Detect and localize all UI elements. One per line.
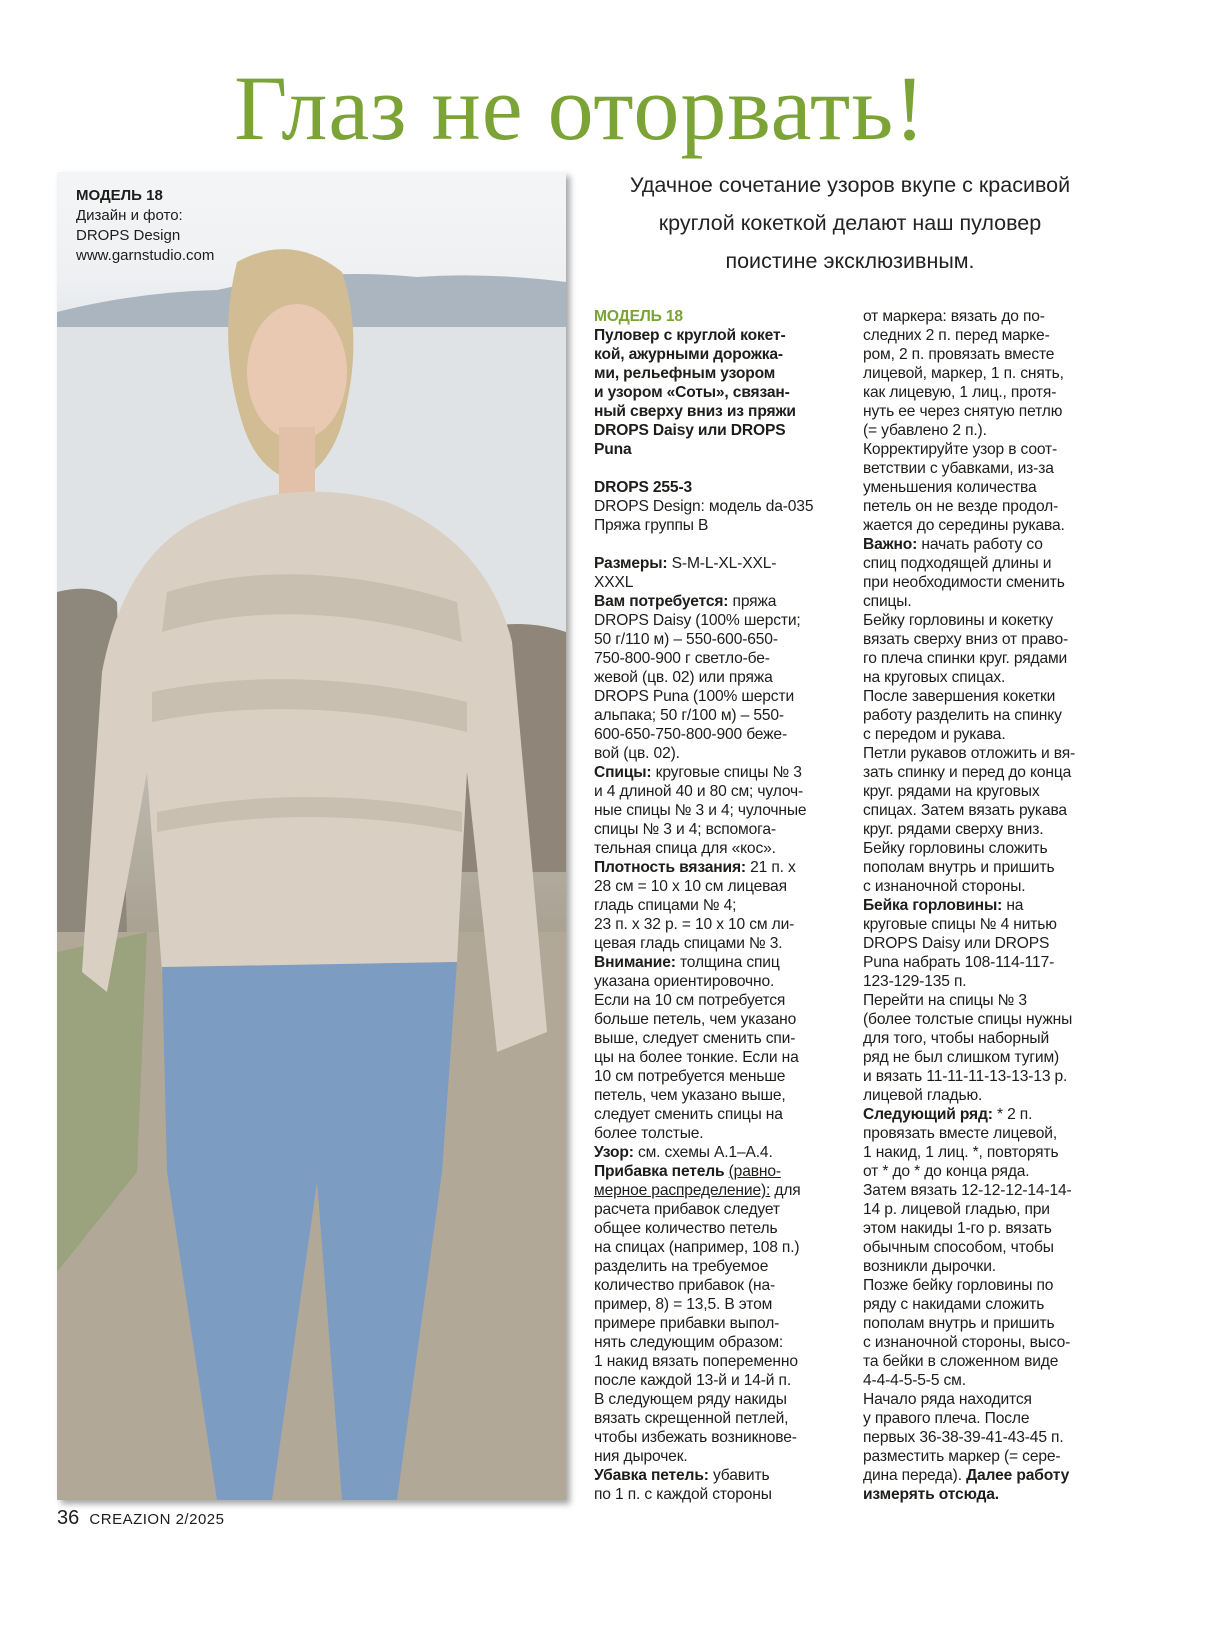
text-line bbox=[594, 1371, 844, 1390]
text-line bbox=[594, 972, 844, 991]
text-run: и 4 длиной 40 и 80 см; чулоч- bbox=[594, 783, 804, 800]
bold-text: Спицы: bbox=[594, 764, 656, 781]
text-run: Если на 10 см потребуется bbox=[594, 992, 786, 1009]
text-line bbox=[594, 858, 844, 877]
text-line bbox=[594, 307, 844, 326]
text-run: зать спинку и перед до конца bbox=[863, 764, 1072, 781]
text-line bbox=[863, 668, 1113, 687]
text-line bbox=[863, 896, 1113, 915]
text-line bbox=[863, 440, 1113, 459]
text-run: уменьшения количества bbox=[863, 479, 1037, 496]
text-run: альпака; 50 г/100 м) – 550- bbox=[594, 707, 784, 724]
text-line bbox=[594, 1010, 844, 1029]
text-line bbox=[594, 1086, 844, 1105]
text-run: пряжа bbox=[732, 593, 777, 610]
text-run: (более толстые спицы нужны bbox=[863, 1011, 1073, 1028]
text-line bbox=[594, 592, 844, 611]
text-run: у правого плеча. После bbox=[863, 1410, 1030, 1427]
text-run: круговые спицы № 3 bbox=[655, 764, 802, 781]
text-line bbox=[594, 1466, 844, 1485]
text-line bbox=[863, 1390, 1113, 1409]
text-run: возникли дырочки. bbox=[863, 1258, 996, 1275]
bold-text: Пуловер с круглой кокет- bbox=[594, 327, 786, 344]
text-line bbox=[863, 1352, 1113, 1371]
text-run: 23 п. х 32 р. = 10 х 10 см ли- bbox=[594, 916, 795, 933]
text-line bbox=[594, 763, 844, 782]
text-run: гладь спицами № 4; bbox=[594, 897, 737, 914]
text-run: 50 г/110 м) – 550-600-650- bbox=[594, 631, 778, 648]
text-line bbox=[863, 554, 1113, 573]
text-line bbox=[863, 1048, 1113, 1067]
text-line bbox=[863, 934, 1113, 953]
text-line bbox=[863, 820, 1113, 839]
text-run: 14 р. лицевой гладью, при bbox=[863, 1201, 1050, 1218]
text-run: этом накиды 1-го р. вязать bbox=[863, 1220, 1052, 1237]
text-run: от * до * до конца ряда. bbox=[863, 1163, 1030, 1180]
text-run: по 1 п. с каждой стороны bbox=[594, 1486, 772, 1503]
photo-caption bbox=[76, 186, 214, 266]
text-run: DROPS Daisy (100% шерсти; bbox=[594, 612, 801, 629]
photo-illustration bbox=[57, 172, 566, 1500]
text-line bbox=[863, 1067, 1113, 1086]
text-line bbox=[863, 1314, 1113, 1333]
text-line bbox=[863, 1485, 1113, 1504]
text-line bbox=[863, 630, 1113, 649]
text-line bbox=[863, 706, 1113, 725]
text-line bbox=[863, 497, 1113, 516]
bold-text: Бейка горловины: bbox=[863, 897, 1007, 914]
text-run: 28 см = 10 х 10 см лицевая bbox=[594, 878, 787, 895]
text-run: работу разделить на спинку bbox=[863, 707, 1062, 724]
text-run: Петли рукавов отложить и вя- bbox=[863, 745, 1076, 762]
text-line bbox=[863, 877, 1113, 896]
text-run: разместить маркер (= сере- bbox=[863, 1448, 1061, 1465]
text-run: нять следующим образом: bbox=[594, 1334, 784, 1351]
text-line bbox=[863, 725, 1113, 744]
text-run: более толстые. bbox=[594, 1125, 704, 1142]
caption-designer: DROPS Design bbox=[76, 227, 181, 244]
text-run: и вязать 11-11-11-13-13-13 р. bbox=[863, 1068, 1068, 1085]
text-line bbox=[594, 1276, 844, 1295]
text-run: ряду с накидами сложить bbox=[863, 1296, 1045, 1313]
text-run: XXXL bbox=[594, 574, 634, 591]
text-run: после каждой 13-й и 14-й п. bbox=[594, 1372, 792, 1389]
text-line bbox=[594, 953, 844, 972]
text-run: 1 накид, 1 лиц. *, повторять bbox=[863, 1144, 1059, 1161]
text-line bbox=[594, 364, 844, 383]
subtitle-line: Удачное сочетание узоров вкупе с красивой bbox=[629, 173, 1071, 197]
text-run: на спицах (например, 108 п.) bbox=[594, 1239, 800, 1256]
text-line bbox=[594, 744, 844, 763]
text-run: Перейти на спицы № 3 bbox=[863, 992, 1027, 1009]
text-run: В следующем ряду накиды bbox=[594, 1391, 787, 1408]
text-line bbox=[594, 1352, 844, 1371]
text-column-1 bbox=[594, 307, 844, 1504]
bold-text: Далее работу bbox=[966, 1467, 1070, 1484]
caption-model: МОДЕЛЬ 18 bbox=[76, 187, 163, 204]
text-line bbox=[594, 459, 844, 478]
text-line bbox=[863, 763, 1113, 782]
bold-text: Puna bbox=[594, 441, 632, 458]
text-line bbox=[594, 440, 844, 459]
text-run: обычным способом, чтобы bbox=[863, 1239, 1054, 1256]
text-line bbox=[594, 402, 844, 421]
text-line bbox=[863, 1257, 1113, 1276]
text-run: пополам внутрь и пришить bbox=[863, 859, 1055, 876]
text-line bbox=[863, 1162, 1113, 1181]
text-line bbox=[594, 1162, 844, 1181]
text-run: DROPS Daisy или DROPS bbox=[863, 935, 1050, 952]
text-line bbox=[594, 1333, 844, 1352]
text-run: 750-800-900 г светло-бе- bbox=[594, 650, 770, 667]
text-line bbox=[594, 1067, 844, 1086]
text-run: ряд не был слишком тугим) bbox=[863, 1049, 1060, 1066]
text-line bbox=[594, 801, 844, 820]
text-line bbox=[863, 1295, 1113, 1314]
text-run: пример, 8) = 13,5. В этом bbox=[594, 1296, 773, 1313]
text-run: DROPS Puna (100% шерсти bbox=[594, 688, 794, 705]
model-photo bbox=[57, 172, 566, 1500]
text-line bbox=[863, 1447, 1113, 1466]
text-run: следует сменить спицы на bbox=[594, 1106, 783, 1123]
underlined-text: (равно- bbox=[728, 1163, 781, 1180]
text-run: расчета прибавок следует bbox=[594, 1201, 780, 1218]
text-run: 21 п. х bbox=[750, 859, 796, 876]
text-run: 10 см потребуется меньше bbox=[594, 1068, 786, 1085]
text-line bbox=[863, 1124, 1113, 1143]
text-line bbox=[594, 896, 844, 915]
text-run: следних 2 п. перед марке- bbox=[863, 327, 1050, 344]
bold-text: кой, ажурными дорожка- bbox=[594, 346, 783, 363]
text-line bbox=[863, 649, 1113, 668]
text-line bbox=[594, 915, 844, 934]
text-line bbox=[863, 782, 1113, 801]
text-run: ния дырочек. bbox=[594, 1448, 688, 1465]
text-line bbox=[594, 1048, 844, 1067]
text-run: (= убавлено 2 п.). bbox=[863, 422, 987, 439]
text-line bbox=[594, 1181, 844, 1200]
text-run: выше, следует сменить спи- bbox=[594, 1030, 796, 1047]
text-line bbox=[863, 1143, 1113, 1162]
text-line bbox=[863, 1010, 1113, 1029]
bold-text: DROPS Daisy или DROPS bbox=[594, 422, 786, 439]
text-run: указана ориентировочно. bbox=[594, 973, 775, 990]
text-run: как лицевую, 1 лиц., протя- bbox=[863, 384, 1057, 401]
text-line bbox=[863, 345, 1113, 364]
text-line bbox=[863, 1409, 1113, 1428]
text-run: 1 накид вязать попеременно bbox=[594, 1353, 798, 1370]
text-run: нуть ее через снятую петлю bbox=[863, 403, 1063, 420]
text-line bbox=[594, 1238, 844, 1257]
text-line bbox=[594, 1485, 844, 1504]
caption-design-label: Дизайн и фото: bbox=[76, 207, 183, 224]
text-line bbox=[863, 972, 1113, 991]
bold-text: ный сверху вниз из пряжи bbox=[594, 403, 796, 420]
text-run: петель, чем указано выше, bbox=[594, 1087, 786, 1104]
text-line bbox=[594, 478, 844, 497]
text-line bbox=[594, 345, 844, 364]
text-run: первых 36-38-39-41-43-45 п. bbox=[863, 1429, 1064, 1446]
text-line bbox=[594, 497, 844, 516]
text-run: начать работу со bbox=[921, 536, 1043, 553]
text-run: круговые спицы № 4 нитью bbox=[863, 916, 1057, 933]
text-run: Корректируйте узор в соот- bbox=[863, 441, 1058, 458]
text-run: дина переда). bbox=[863, 1467, 967, 1484]
text-run: толщина спиц bbox=[679, 954, 780, 971]
bold-text: Узор: bbox=[594, 1144, 638, 1161]
text-line bbox=[594, 1428, 844, 1447]
text-run: от маркера: вязать до по- bbox=[863, 308, 1045, 325]
text-line bbox=[863, 953, 1113, 972]
neck bbox=[279, 427, 315, 497]
text-run: Бейку горловины и кокетку bbox=[863, 612, 1054, 629]
text-line bbox=[594, 326, 844, 345]
text-line bbox=[594, 820, 844, 839]
text-line bbox=[594, 383, 844, 402]
bold-text: Важно: bbox=[863, 536, 922, 553]
text-line bbox=[594, 687, 844, 706]
text-run: лицевой, маркер, 1 п. снять, bbox=[863, 365, 1064, 382]
caption-website: www.garnstudio.com bbox=[76, 247, 215, 264]
text-line bbox=[594, 573, 844, 592]
text-line bbox=[594, 877, 844, 896]
text-run: тельная спица для «кос». bbox=[594, 840, 776, 857]
text-line bbox=[594, 421, 844, 440]
subtitle bbox=[590, 166, 1110, 280]
text-run: с изнаночной стороны, высо- bbox=[863, 1334, 1071, 1351]
text-line bbox=[594, 630, 844, 649]
text-line bbox=[594, 1219, 844, 1238]
text-run: количество прибавок (на- bbox=[594, 1277, 776, 1294]
text-run: S-M-L-XL-XXL- bbox=[671, 555, 777, 572]
text-run: Начало ряда находится bbox=[863, 1391, 1032, 1408]
text-line bbox=[594, 516, 844, 535]
text-line bbox=[594, 1314, 844, 1333]
text-line bbox=[863, 801, 1113, 820]
text-run: для того, чтобы наборный bbox=[863, 1030, 1050, 1047]
text-line bbox=[594, 649, 844, 668]
text-line bbox=[594, 535, 844, 554]
page-title: Глаз не оторвать! bbox=[234, 57, 926, 159]
text-run: Затем вязать 12-12-12-14-14- bbox=[863, 1182, 1072, 1199]
magazine-issue: CREAZION 2/2025 bbox=[89, 1511, 225, 1528]
text-line bbox=[863, 839, 1113, 858]
text-line bbox=[863, 1276, 1113, 1295]
text-line bbox=[863, 1105, 1113, 1124]
text-line bbox=[863, 1238, 1113, 1257]
text-run: спицы. bbox=[863, 593, 912, 610]
text-run: 4-4-4-5-5-5 см. bbox=[863, 1372, 966, 1389]
text-line bbox=[594, 1447, 844, 1466]
text-line bbox=[863, 1428, 1113, 1447]
text-line bbox=[863, 459, 1113, 478]
bold-text: Плотность вязания: bbox=[594, 859, 751, 876]
bold-text: Вам потребуется: bbox=[594, 593, 733, 610]
text-run: больше петель, чем указано bbox=[594, 1011, 797, 1028]
text-run: чтобы избежать возникнове- bbox=[594, 1429, 797, 1446]
text-run: петель он не везде продол- bbox=[863, 498, 1059, 515]
subtitle-line: поистине эксклюзивным. bbox=[725, 249, 975, 273]
text-line bbox=[594, 991, 844, 1010]
text-line bbox=[594, 1029, 844, 1048]
text-line bbox=[863, 383, 1113, 402]
text-run: Бейку горловины сложить bbox=[863, 840, 1048, 857]
text-line bbox=[863, 1466, 1113, 1485]
text-run: спиц подходящей длины и bbox=[863, 555, 1052, 572]
text-run: Puna набрать 108-114-117- bbox=[863, 954, 1055, 971]
text-run: DROPS Design: модель da-035 bbox=[594, 498, 814, 515]
text-line bbox=[863, 364, 1113, 383]
text-run: с передом и рукава. bbox=[863, 726, 1006, 743]
text-line bbox=[594, 611, 844, 630]
text-line bbox=[594, 1257, 844, 1276]
text-run: вязать сверху вниз от право- bbox=[863, 631, 1069, 648]
text-run: разделить на требуемое bbox=[594, 1258, 769, 1275]
text-column-2 bbox=[863, 307, 1113, 1504]
text-line bbox=[594, 1409, 844, 1428]
text-line bbox=[863, 1181, 1113, 1200]
text-run: та бейки в сложенном виде bbox=[863, 1353, 1059, 1370]
text-line bbox=[863, 744, 1113, 763]
text-run: на круговых спицах. bbox=[863, 669, 1006, 686]
text-run: на bbox=[1006, 897, 1024, 914]
text-run: ные спицы № 3 и 4; чулочные bbox=[594, 802, 807, 819]
text-line bbox=[863, 1086, 1113, 1105]
text-line bbox=[594, 1390, 844, 1409]
text-run: Позже бейку горловины по bbox=[863, 1277, 1054, 1294]
text-line bbox=[863, 1371, 1113, 1390]
text-run: убавить bbox=[712, 1467, 770, 1484]
text-run: цевая гладь спицами № 3. bbox=[594, 935, 783, 952]
text-line bbox=[863, 402, 1113, 421]
text-run: примере прибавки выпол- bbox=[594, 1315, 780, 1332]
bold-text: Следующий ряд: bbox=[863, 1106, 997, 1123]
bold-text: и узором «Соты», связан- bbox=[594, 384, 790, 401]
text-run: спицы № 3 и 4; вспомога- bbox=[594, 821, 776, 838]
text-run: вой (цв. 02). bbox=[594, 745, 680, 762]
text-run: вязать скрещенной петлей, bbox=[594, 1410, 789, 1427]
text-run: ром, 2 п. провязать вместе bbox=[863, 346, 1055, 363]
text-line bbox=[594, 725, 844, 744]
text-run: го плеча спинки круг. рядами bbox=[863, 650, 1068, 667]
text-line bbox=[863, 991, 1113, 1010]
text-run: жается до середины рукава. bbox=[863, 517, 1065, 534]
text-run: 123-129-135 п. bbox=[863, 973, 967, 990]
text-run: круг. рядами сверху вниз. bbox=[863, 821, 1044, 838]
underlined-text: мерное распределение): bbox=[594, 1182, 771, 1199]
text-line bbox=[594, 839, 844, 858]
text-run: Пряжа группы B bbox=[594, 517, 709, 534]
text-line bbox=[863, 687, 1113, 706]
page-footer bbox=[57, 1507, 224, 1530]
subtitle-line: круглой кокеткой делают наш пуловер bbox=[658, 211, 1042, 235]
bold-text: Убавка петель: bbox=[594, 1467, 713, 1484]
text-run: жевой (цв. 02) или пряжа bbox=[594, 669, 773, 686]
text-line bbox=[594, 1105, 844, 1124]
bold-text: Размеры: bbox=[594, 555, 672, 572]
text-run: для bbox=[770, 1182, 801, 1199]
bold-text: МОДЕЛЬ 18 bbox=[594, 308, 683, 325]
text-run: см. схемы А.1–А.4. bbox=[637, 1144, 773, 1161]
text-line bbox=[863, 326, 1113, 345]
text-line bbox=[863, 421, 1113, 440]
text-line bbox=[863, 535, 1113, 554]
bold-text: Внимание: bbox=[594, 954, 680, 971]
text-run: цы на более тонкие. Если на bbox=[594, 1049, 799, 1066]
text-line bbox=[594, 1200, 844, 1219]
bold-text: измерять отсюда. bbox=[863, 1486, 999, 1503]
text-line bbox=[594, 668, 844, 687]
bold-text: ми, рельефным узором bbox=[594, 365, 776, 382]
bold-text: DROPS 255-3 bbox=[594, 479, 693, 496]
text-run: провязать вместе лицевой, bbox=[863, 1125, 1058, 1142]
text-line bbox=[594, 554, 844, 573]
page-number: 36 bbox=[57, 1507, 80, 1529]
text-line bbox=[863, 1333, 1113, 1352]
text-line bbox=[594, 1143, 844, 1162]
text-run: с изнаночной стороны. bbox=[863, 878, 1026, 895]
text-line bbox=[863, 307, 1113, 326]
text-line bbox=[863, 478, 1113, 497]
text-line bbox=[863, 611, 1113, 630]
text-run: спицах. Затем вязать рукава bbox=[863, 802, 1067, 819]
text-run: лицевой гладью. bbox=[863, 1087, 983, 1104]
text-run: 600-650-750-800-900 беже- bbox=[594, 726, 787, 743]
text-line bbox=[594, 1295, 844, 1314]
text-run: пополам внутрь и пришить bbox=[863, 1315, 1055, 1332]
text-line bbox=[863, 592, 1113, 611]
text-line bbox=[594, 782, 844, 801]
face bbox=[247, 304, 347, 440]
text-run: при необходимости сменить bbox=[863, 574, 1065, 591]
text-run: ветствии с убавками, из-за bbox=[863, 460, 1054, 477]
text-line bbox=[863, 1219, 1113, 1238]
text-line bbox=[863, 915, 1113, 934]
text-run: * 2 п. bbox=[996, 1106, 1033, 1123]
text-line bbox=[594, 1124, 844, 1143]
text-run: круг. рядами на круговых bbox=[863, 783, 1040, 800]
bold-text: Прибавка петель bbox=[594, 1163, 729, 1180]
text-run: общее количество петель bbox=[594, 1220, 778, 1237]
text-line bbox=[863, 1029, 1113, 1048]
text-line bbox=[863, 858, 1113, 877]
text-run: После завершения кокетки bbox=[863, 688, 1056, 705]
text-line bbox=[863, 573, 1113, 592]
text-line bbox=[863, 1200, 1113, 1219]
text-line bbox=[594, 934, 844, 953]
text-line bbox=[594, 706, 844, 725]
text-line bbox=[863, 516, 1113, 535]
